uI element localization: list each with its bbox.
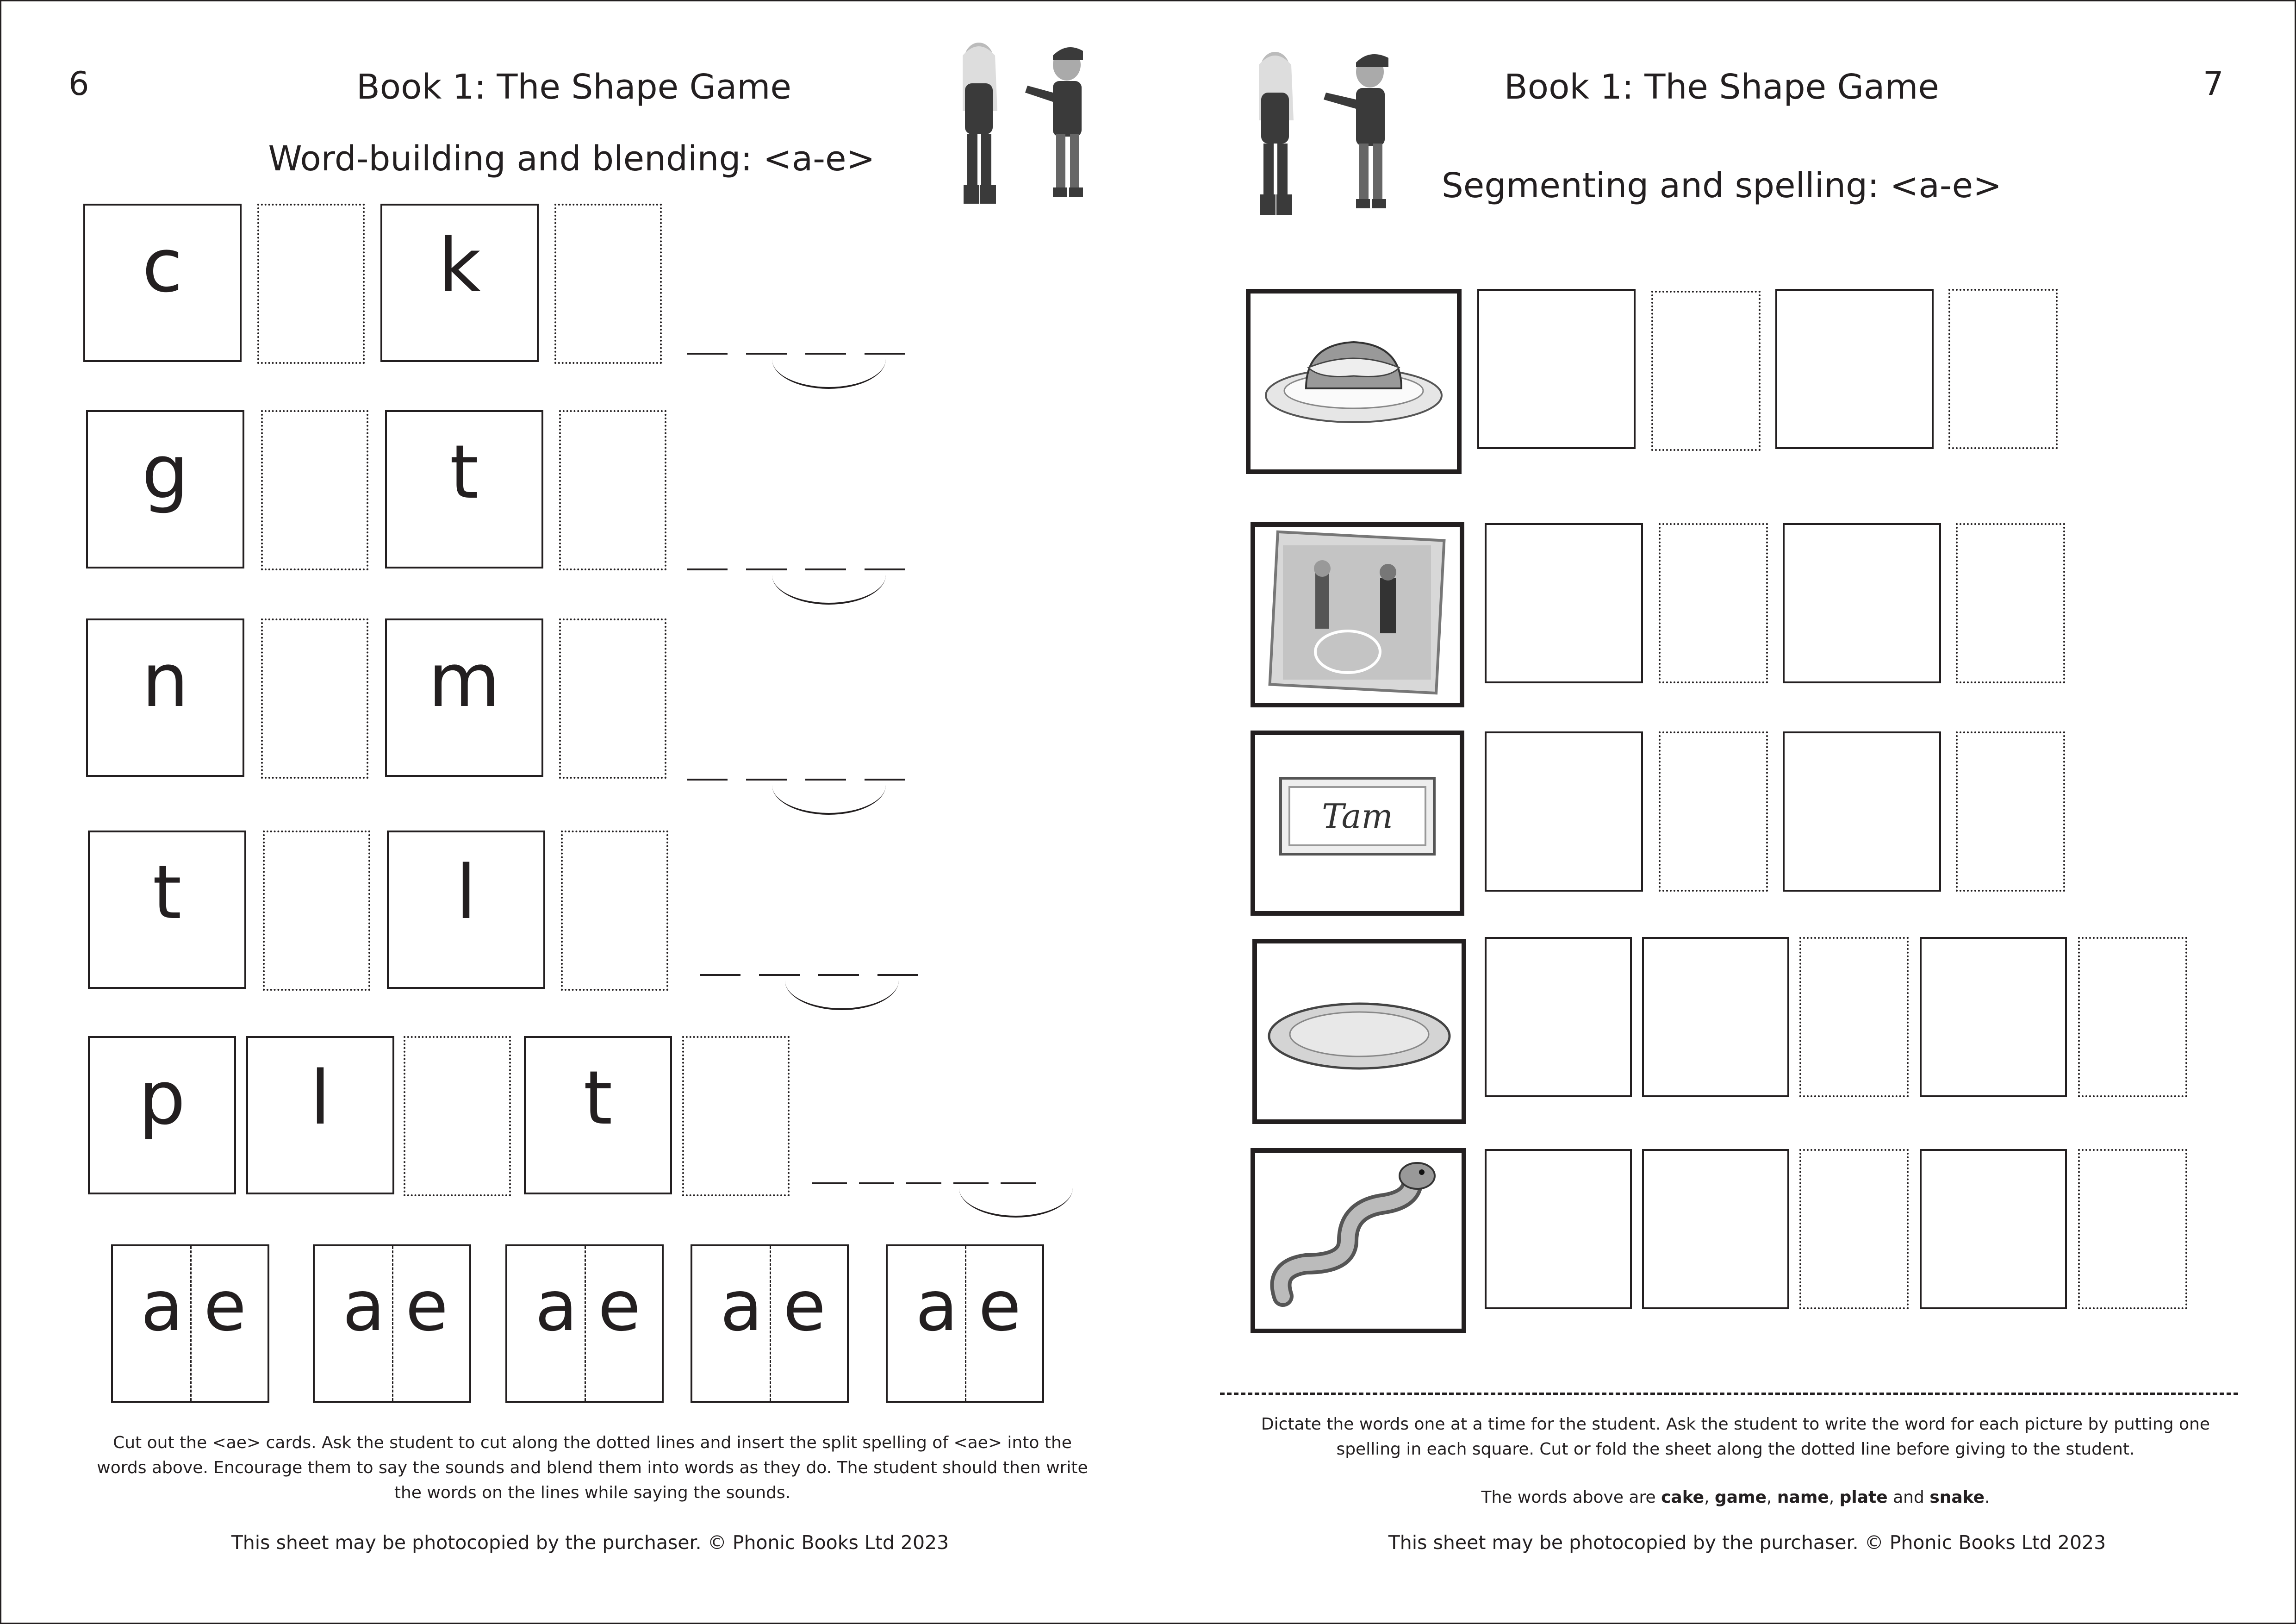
name-sign-text: Tam bbox=[1322, 797, 1393, 836]
ae-card[interactable] bbox=[691, 1244, 849, 1403]
subtitle-right: Segmenting and spelling: <a-e> bbox=[1441, 166, 2002, 206]
copyright-right: This sheet may be photocopied by the purchaser. © Phonic Books Ltd 2023 bbox=[1388, 1531, 2106, 1554]
answer-word: game bbox=[1715, 1488, 1767, 1507]
name-picture bbox=[1251, 731, 1464, 916]
spelling-square[interactable] bbox=[1783, 731, 1941, 892]
ae-card[interactable] bbox=[111, 1244, 269, 1403]
ae-card-e: e bbox=[405, 1266, 448, 1347]
spelling-square[interactable] bbox=[1485, 1149, 1632, 1309]
letter: k bbox=[438, 222, 481, 309]
spelling-square[interactable] bbox=[1920, 937, 2067, 1097]
ae-card-a: a bbox=[535, 1266, 578, 1347]
book-title-right: Book 1: The Shape Game bbox=[1504, 67, 1939, 107]
ae-slot[interactable] bbox=[554, 204, 662, 364]
name-sign-icon bbox=[1279, 777, 1436, 856]
ae-card-a: a bbox=[915, 1266, 958, 1347]
spelling-square[interactable] bbox=[1783, 523, 1941, 683]
ae-card[interactable] bbox=[313, 1244, 471, 1403]
snake-picture bbox=[1251, 1148, 1466, 1333]
spelling-square-dotted[interactable] bbox=[1956, 523, 2065, 683]
snake-icon bbox=[1255, 1153, 1462, 1329]
ae-card-e: e bbox=[598, 1266, 641, 1347]
spelling-square-dotted[interactable] bbox=[1948, 289, 2058, 449]
ae-slot[interactable] bbox=[561, 831, 668, 991]
answer-word: plate bbox=[1839, 1488, 1888, 1507]
spelling-square[interactable] bbox=[1485, 523, 1643, 683]
page-number-left: 6 bbox=[68, 65, 89, 103]
instructions-right: Dictate the words one at a time for the student. Ask the student to write the word for each picture by putting one spelling in each square. Cut or fold the sheet along the dotted line before giving to the student. bbox=[1261, 1415, 2210, 1459]
spelling-square-dotted[interactable] bbox=[1956, 731, 2065, 892]
game-photo-icon bbox=[1255, 527, 1460, 703]
book-title-left: Book 1: The Shape Game bbox=[356, 67, 791, 107]
letter: p bbox=[138, 1055, 186, 1141]
letter-card bbox=[88, 1036, 236, 1194]
ae-card[interactable] bbox=[886, 1244, 1044, 1403]
letter: n bbox=[142, 637, 189, 724]
ae-slot[interactable] bbox=[261, 618, 368, 779]
spelling-square[interactable] bbox=[1485, 731, 1643, 892]
letter-card bbox=[88, 831, 246, 989]
spelling-square-dotted[interactable] bbox=[2078, 937, 2187, 1097]
subtitle-left: Word-building and blending: <a-e> bbox=[268, 139, 875, 179]
ae-slot[interactable] bbox=[263, 831, 370, 991]
spelling-square-dotted[interactable] bbox=[1799, 937, 1909, 1097]
letter: l bbox=[455, 849, 477, 936]
letter: g bbox=[142, 429, 189, 515]
letter: c bbox=[142, 222, 183, 309]
spelling-square[interactable] bbox=[1775, 289, 1934, 449]
spelling-square[interactable] bbox=[1642, 1149, 1789, 1309]
answers-line: The words above are cake, game, name, plate and snake. bbox=[1481, 1488, 1990, 1507]
letter: t bbox=[449, 429, 479, 515]
ae-slot[interactable] bbox=[682, 1036, 790, 1196]
ae-slot[interactable] bbox=[559, 618, 666, 779]
spelling-square[interactable] bbox=[1477, 289, 1636, 449]
cake-icon bbox=[1251, 294, 1457, 469]
spelling-square[interactable] bbox=[1642, 937, 1789, 1097]
letter-card bbox=[380, 204, 539, 362]
answers-and: and bbox=[1893, 1488, 1924, 1507]
letter-card bbox=[385, 410, 543, 568]
letter: t bbox=[583, 1055, 613, 1141]
letter: t bbox=[152, 849, 182, 936]
spelling-square[interactable] bbox=[1920, 1149, 2067, 1309]
characters-illustration-right bbox=[1236, 46, 1421, 222]
spelling-square-dotted[interactable] bbox=[1659, 731, 1768, 892]
ae-card-e: e bbox=[783, 1266, 826, 1347]
ae-slot[interactable] bbox=[559, 410, 666, 570]
spelling-square-dotted[interactable] bbox=[1659, 523, 1768, 683]
letter-card bbox=[524, 1036, 672, 1194]
ae-slot[interactable] bbox=[404, 1036, 511, 1196]
ae-card-a: a bbox=[720, 1266, 763, 1347]
ae-card-e: e bbox=[978, 1266, 1021, 1347]
ae-slot[interactable] bbox=[257, 204, 365, 364]
letter-card bbox=[86, 410, 244, 568]
letter-card bbox=[86, 618, 244, 777]
plate-picture bbox=[1252, 939, 1466, 1124]
copyright-left: This sheet may be photocopied by the purchaser. © Phonic Books Ltd 2023 bbox=[231, 1531, 949, 1554]
spelling-square-dotted[interactable] bbox=[2078, 1149, 2187, 1309]
ae-card-a: a bbox=[342, 1266, 385, 1347]
letter: m bbox=[428, 637, 500, 724]
game-picture bbox=[1251, 522, 1464, 707]
letter-card bbox=[83, 204, 242, 362]
ae-slot[interactable] bbox=[261, 410, 368, 570]
letter-card bbox=[246, 1036, 394, 1194]
characters-illustration-left bbox=[935, 42, 1115, 208]
cake-picture bbox=[1246, 289, 1462, 474]
answer-word: cake bbox=[1661, 1488, 1705, 1507]
cut-fold-line[interactable] bbox=[1220, 1393, 2238, 1395]
ae-card-e: e bbox=[204, 1266, 247, 1347]
letter: l bbox=[310, 1055, 331, 1141]
letter-card bbox=[387, 831, 545, 989]
spelling-square-dotted[interactable] bbox=[1651, 291, 1761, 451]
letter-card bbox=[385, 618, 543, 777]
answer-word: name bbox=[1777, 1488, 1829, 1507]
instructions-left: Cut out the <ae> cards. Ask the student to cut along the dotted lines and insert the split spelling of <ae> into the words above. Encourage them to say the sounds and blend them into words as they do. The student should then write the words on the lines while saying the sounds. bbox=[97, 1433, 1088, 1502]
ae-card-a: a bbox=[141, 1266, 183, 1347]
page-number-right: 7 bbox=[2203, 65, 2224, 103]
answers-prefix: The words above are bbox=[1481, 1488, 1656, 1507]
answer-word: snake bbox=[1929, 1488, 1985, 1507]
plate-icon bbox=[1257, 943, 1462, 1119]
ae-card[interactable] bbox=[505, 1244, 664, 1403]
spelling-square-dotted[interactable] bbox=[1799, 1149, 1909, 1309]
spelling-square[interactable] bbox=[1485, 937, 1632, 1097]
